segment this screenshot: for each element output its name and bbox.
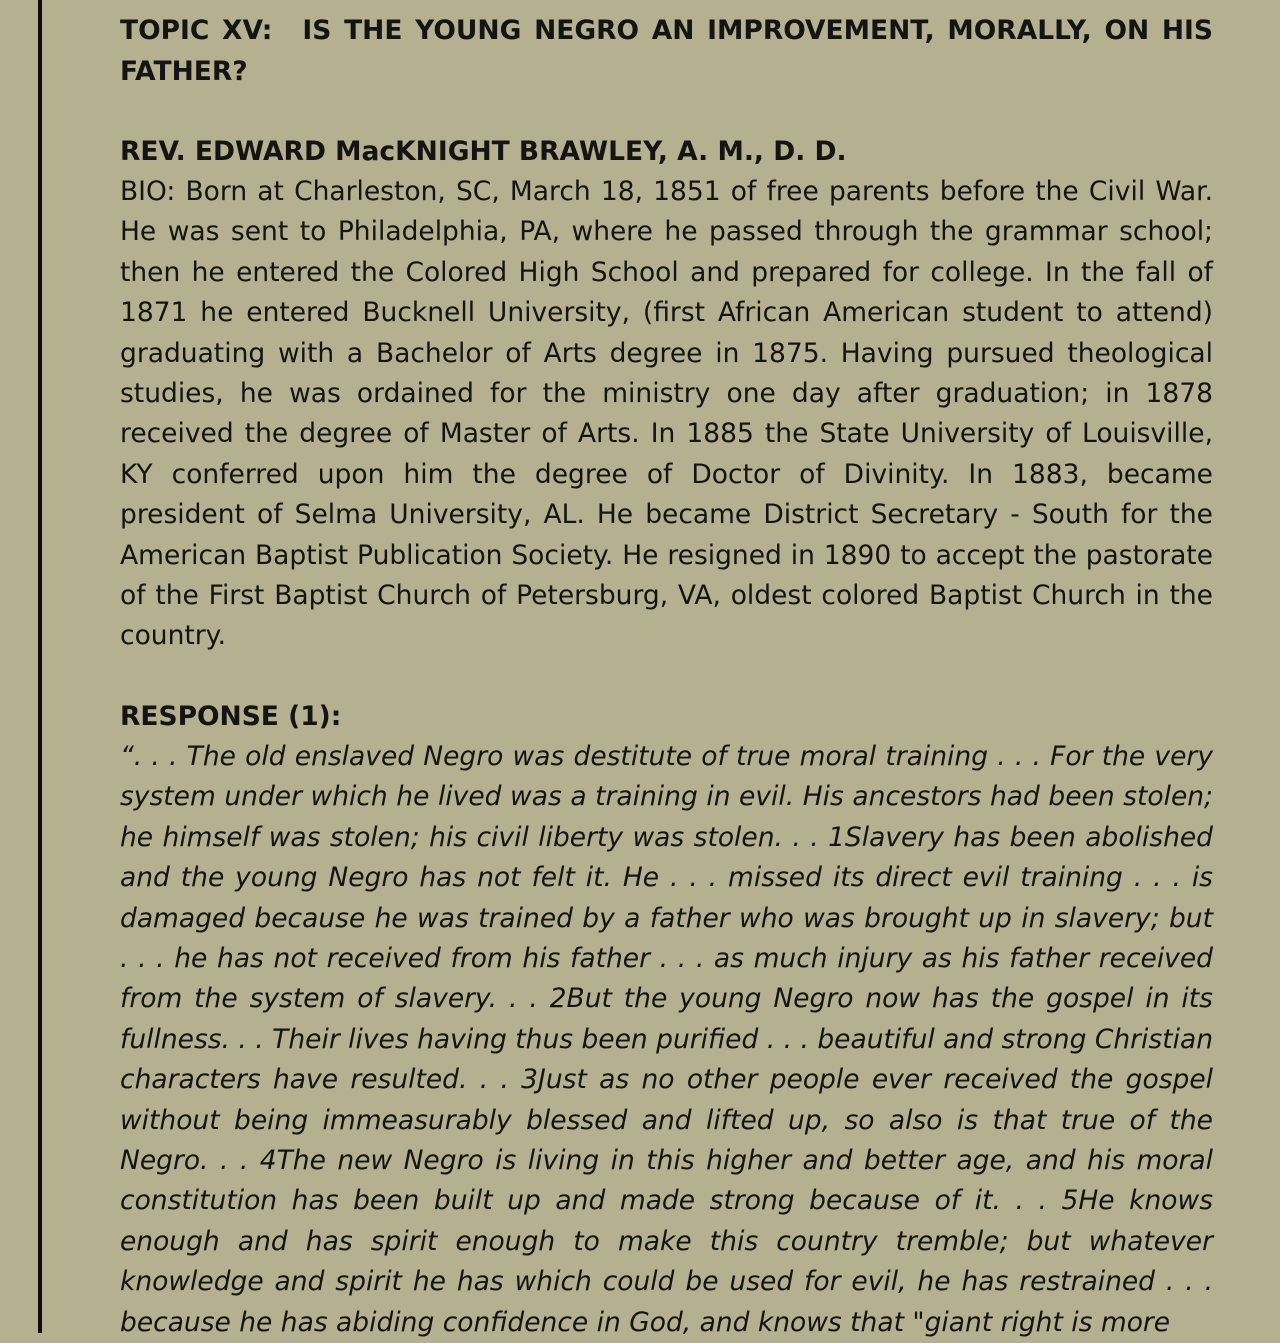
topic-heading [120,10,1213,92]
topic-label: TOPIC XV: [120,15,273,46]
bio-paragraph: BIO: Born at Charleston, SC, March 18, 1851 of free parents before the Civil War. He was sent to Philadelphia, PA, where he passed through the grammar school; then he entered the Colored High School and prepared for college. In the fall of 1871 he entered Bucknell University, (first African American student to attend) graduating with a Bachelor of Arts degree in 1875. Having pursued theological studies, he was ordained for the ministry one day after graduation; in 1878 received the degree of Master of Arts. In 1885 the State University of Louisville, KY conferred upon him the degree of Doctor of Divinity. In 1883, became president of Selma University, AL. He became District Secretary - South for the American Baptist Publication Society. He resigned in 1890 to accept the pastorate of the First Baptist Church of Petersburg, VA, oldest colored Baptist Church in the country. [120,176,1213,652]
document-body [120,10,1213,1343]
topic-title: IS THE YOUNG NEGRO AN IMPROVEMENT, MORALLY, ON HIS FATHER? [120,15,1213,87]
response-heading: RESPONSE (1): [120,700,342,732]
left-margin-rule [38,0,42,1333]
response-quote: “. . . The old enslaved Negro was destitute of true moral training . . . For the very system under which he lived was a training in evil. His ancestors had been stolen; he himself was stolen; his civil liberty was stolen. . . 1Slavery has been abolished and the young Negro has not felt it. He . . . missed its direct evil training . . . is damaged because he was trained by a father who was brought up in slavery; but . . . he has not received from his father . . . as much injury as his father received from the system of slavery. . . 2But the young Negro now has the gospel in its fullness. . . Their lives having thus been purified . . . beautiful and strong Christian characters have resulted. . . 3Just as no other people ever received the gospel without being immeasurably blessed and lifted up, so also is that true of the Negro. . . 4The new Negro is living in this higher and better age, and his moral constitution has been built up and made strong because of it. . . 5He knows enough and has spirit enough to make this country tremble; but whatever knowledge and spirit he has which could be used for evil, he has restrained . . . because he has abiding confidence in God, and knows that "giant right is more [120,740,1213,1338]
author-name: REV. EDWARD MacKNIGHT BRAWLEY, A. M., D. D. [120,136,847,167]
